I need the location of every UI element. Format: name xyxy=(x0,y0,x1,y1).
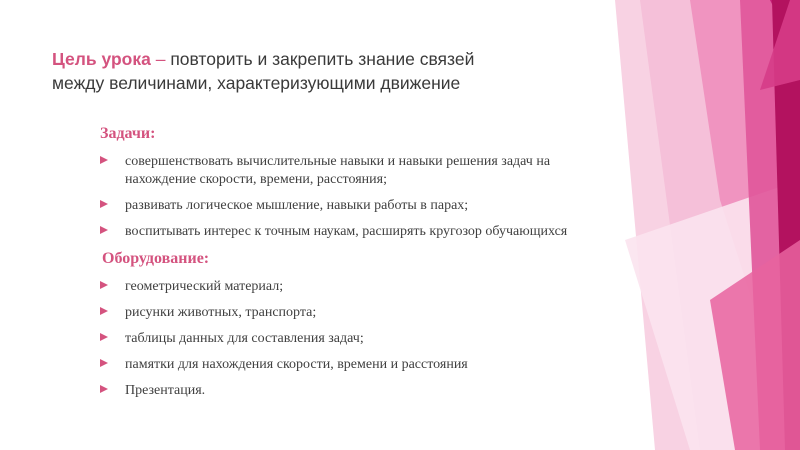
bullet-arrow-icon xyxy=(100,385,108,393)
list-item-text: Презентация. xyxy=(125,383,206,398)
list-item-text: памятки для нахождения скорости, времени и расстояния xyxy=(125,357,468,372)
bullet-arrow-icon xyxy=(100,226,108,234)
list-item xyxy=(100,197,590,215)
title-dash: – xyxy=(150,49,171,69)
list-item xyxy=(100,223,590,241)
list-item xyxy=(100,304,590,322)
bullet-arrow-icon xyxy=(100,333,108,341)
bullet-arrow-icon xyxy=(100,307,108,315)
bullet-arrow-icon xyxy=(100,359,108,367)
bullet-arrow-icon xyxy=(100,200,108,208)
tasks-heading: Задачи: xyxy=(100,125,156,142)
slide-content xyxy=(100,125,590,408)
equipment-heading: Оборудование: xyxy=(102,250,210,267)
list-item-text: совершенствовать вычислительные навыки и навыки решения задач на нахождение скорости, времени, расстояния; xyxy=(125,154,551,187)
list-item-text: рисунки животных, транспорта; xyxy=(125,305,317,320)
list-item-text: воспитывать интерес к точным наукам, расширять кругозор обучающихся xyxy=(125,224,568,239)
list-item xyxy=(100,278,590,296)
title-line-2: между величинами, характеризующими движение xyxy=(52,73,461,93)
list-item-text: развивать логическое мышление, навыки работы в парах; xyxy=(125,198,469,213)
title-accent: Цель урока xyxy=(52,49,151,69)
list-item xyxy=(100,330,590,348)
bullet-arrow-icon xyxy=(100,156,108,164)
title-line-1 xyxy=(52,47,592,71)
equipment-list xyxy=(100,278,590,400)
page-title xyxy=(52,47,592,95)
list-item-text: таблицы данных для составления задач; xyxy=(125,331,364,346)
list-item xyxy=(100,382,590,400)
list-item xyxy=(100,153,590,189)
bullet-arrow-icon xyxy=(100,281,108,289)
tasks-list xyxy=(100,153,590,241)
title-line1-text: повторить и закрепить знание связей xyxy=(170,49,475,69)
list-item xyxy=(100,356,590,374)
list-item-text: геометрический материал; xyxy=(125,279,284,294)
